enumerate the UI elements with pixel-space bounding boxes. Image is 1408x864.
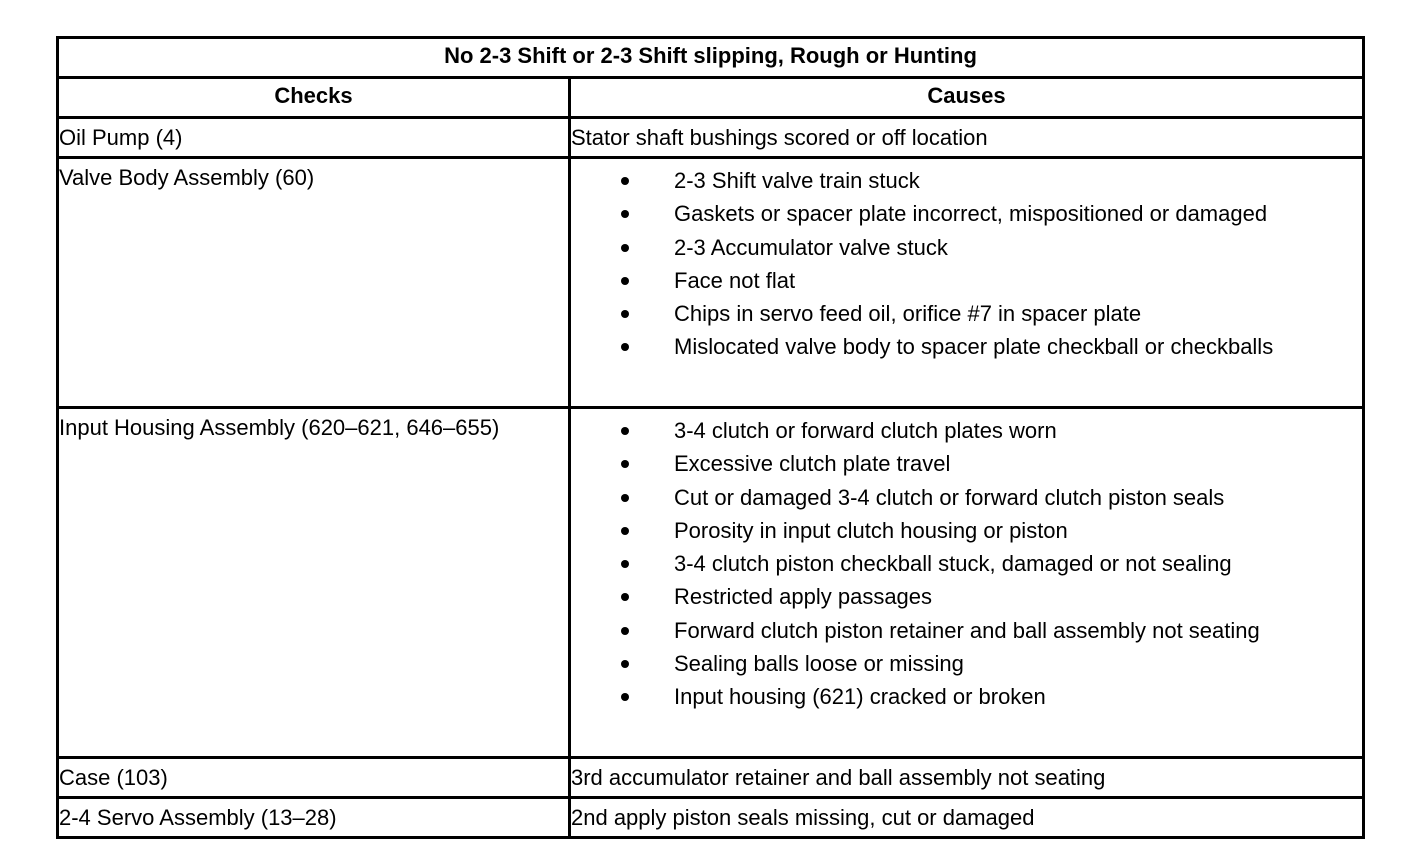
list-item: [571, 680, 1362, 713]
check-cell: Valve Body Assembly (60): [58, 158, 570, 408]
table-row: [58, 158, 1364, 408]
list-item: [571, 197, 1362, 230]
list-item: [571, 414, 1362, 447]
cause-cell: 2nd apply piston seals missing, cut or damaged: [570, 798, 1364, 838]
cause-text: Restricted apply passages: [674, 584, 933, 610]
bullet-icon: [621, 427, 629, 435]
table-row: [58, 408, 1364, 758]
table-row: [58, 118, 1364, 158]
bullet-icon: [621, 627, 629, 635]
list-item: [571, 647, 1362, 680]
cause-text: Chips in servo feed oil, orifice #7 in spacer plate: [674, 301, 1142, 327]
bullet-icon: [621, 210, 629, 218]
bullet-icon: [621, 660, 629, 668]
list-item: [571, 264, 1362, 297]
list-item: [571, 330, 1362, 363]
bullet-icon: [621, 527, 629, 535]
cause-text: 3-4 clutch piston checkball stuck, damaged or not sealing: [674, 551, 1232, 577]
cause-text: Mislocated valve body to spacer plate checkball or checkballs: [674, 334, 1274, 360]
cause-text: Gaskets or spacer plate incorrect, mispositioned or damaged: [674, 201, 1268, 227]
bullet-icon: [621, 244, 629, 252]
list-item: [571, 547, 1362, 580]
bullet-icon: [621, 593, 629, 601]
cause-text: 2-3 Shift valve train stuck: [674, 168, 920, 193]
bullet-icon: [621, 693, 629, 701]
check-cell: Oil Pump (4): [58, 118, 570, 158]
cause-text: Input housing (621) cracked or broken: [674, 684, 1046, 710]
cause-text: Sealing balls loose or missing: [674, 651, 964, 677]
cause-cell: [570, 408, 1364, 758]
list-item: [571, 447, 1362, 480]
check-cell: 2-4 Servo Assembly (13–28): [58, 798, 570, 838]
check-cell: Input Housing Assembly (620–621, 646–655): [58, 408, 570, 758]
table-row: [58, 758, 1364, 798]
bullet-icon: [621, 343, 629, 351]
list-item: [571, 481, 1362, 514]
list-item: [571, 580, 1362, 613]
list-item: [571, 297, 1362, 330]
list-item: [571, 164, 1362, 197]
table-title: No 2-3 Shift or 2-3 Shift slipping, Rough or Hunting: [58, 38, 1364, 78]
column-header-causes: Causes: [570, 78, 1364, 118]
list-item: [571, 231, 1362, 264]
cause-text: Face not flat: [674, 267, 796, 293]
diagnosis-table: [56, 36, 1365, 839]
column-header-checks: Checks: [58, 78, 570, 118]
bullet-icon: [621, 277, 629, 285]
list-item: [571, 614, 1362, 647]
bullet-icon: [621, 177, 629, 185]
cause-text: Forward clutch piston retainer and ball assembly not seating: [674, 617, 1260, 643]
cause-list: [571, 409, 1362, 714]
cause-text: Excessive clutch plate travel: [674, 451, 951, 477]
cause-text: Porosity in input clutch housing or piston: [674, 517, 1068, 543]
cause-cell: 3rd accumulator retainer and ball assembly not seating: [570, 758, 1364, 798]
bullet-icon: [621, 460, 629, 468]
cause-text: Cut or damaged 3-4 clutch or forward clutch piston seals: [674, 484, 1225, 510]
cause-list: [571, 159, 1362, 364]
cause-text: 2-3 Accumulator valve stuck: [674, 234, 948, 260]
bullet-icon: [621, 560, 629, 568]
list-item: [571, 514, 1362, 547]
bullet-icon: [621, 310, 629, 318]
check-cell: Case (103): [58, 758, 570, 798]
table-row: [58, 798, 1364, 838]
cause-cell: Stator shaft bushings scored or off location: [570, 118, 1364, 158]
bullet-icon: [621, 494, 629, 502]
cause-cell: [570, 158, 1364, 408]
cause-text: 3-4 clutch or forward clutch plates worn: [674, 418, 1057, 443]
